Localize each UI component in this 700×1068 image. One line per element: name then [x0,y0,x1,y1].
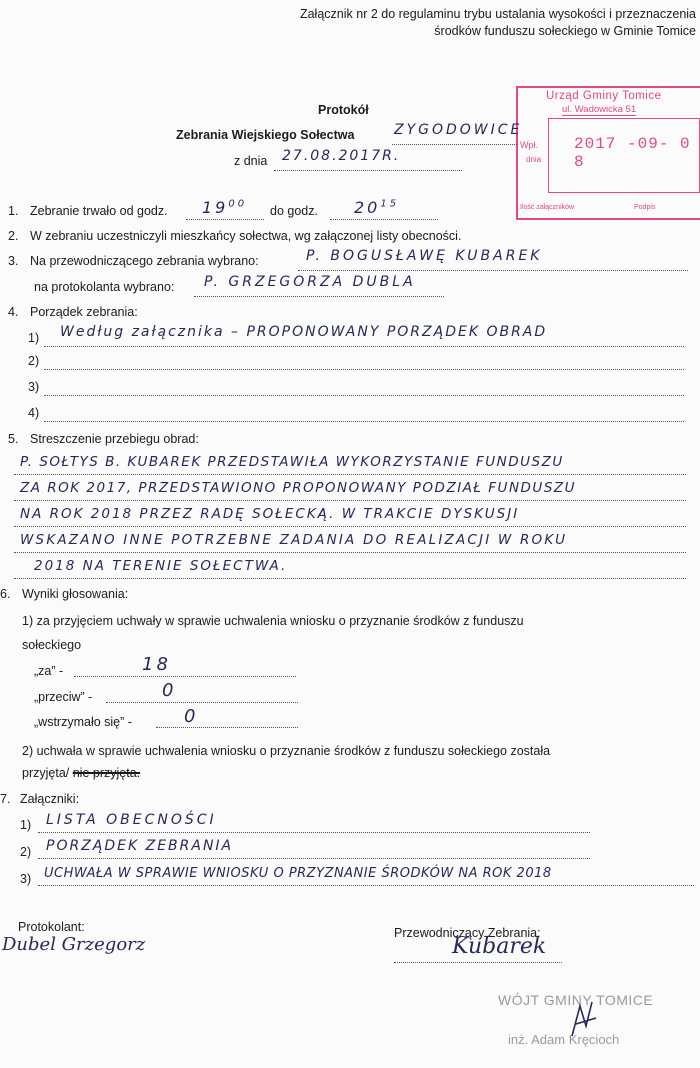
time-to-hour: 20 [354,198,381,217]
stamp-address: ul. Wadowicka 51 [562,104,637,115]
header-line-1: Załącznik nr 2 do regulaminu trybu ustalania wysokości i przeznaczenia [299,7,696,21]
item-7-number: 7. [0,792,11,806]
vote-abstain-value: 0 [184,706,199,727]
vote-result-accepted: przyjęta/ [22,766,70,780]
chair-signature-dots [394,962,562,963]
meeting-chair-signature: Kubarek [452,934,547,959]
header-line-2: środków funduszu sołeckiego w Gminie Tomice [434,24,696,38]
vote-for-label: „za” - [34,664,64,678]
attachment-2-text: PORZĄDEK ZEBRANIA [46,838,234,854]
secretary-dots [194,296,444,297]
chair-dots [298,270,688,271]
agenda-1-dots [44,346,684,347]
document-heading: Protokół [318,103,369,117]
item-2-text: W zebraniu uczestniczyli mieszkańcy sołectwa, wg załączonej listy obecności. [30,229,462,243]
summary-dots-3 [14,526,686,527]
agenda-1-text: Według załącznika – PROPONOWANY PORZĄDEK OBRAD [60,324,548,340]
village-name: ZYGODOWICE [394,122,523,138]
meeting-chair-label: Przewodniczący Zebrania: [394,926,541,940]
summary-line-1: P. SOŁTYS B. KUBAREK PRZEDSTAWIŁA WYKORZYSTANIE FUNDUSZU [20,454,564,470]
summary-line-2: ZA ROK 2017, PRZEDSTAWIONO PROPONOWANY PODZIAŁ FUNDUSZU [20,480,577,496]
agenda-4-dots [44,421,684,422]
stamp-signature: Podpis [634,204,656,211]
village-dots [392,144,517,145]
attachment-1-dots [38,832,590,833]
agenda-3-dots [44,395,684,396]
item-4-number: 4. [8,305,19,319]
vote-question-1-line2: sołeckiego [22,638,82,652]
secretary-name: P. GRZEGORZA DUBLA [204,274,416,290]
summary-line-3: NA ROK 2018 PRZEZ RADĘ SOŁECKĄ. W TRAKCIE DYSKUSJI [20,506,520,522]
protocol-secretary-label: Protokolant: [18,920,85,934]
stamp-date: 2017 -09- 0 8 [574,135,691,171]
summary-dots-1 [14,474,686,475]
stamp-wpl: Wpł. [520,140,538,150]
attachment-2-number: 2) [20,845,32,859]
item-3-number: 3. [8,254,19,268]
agenda-3-number: 3) [28,380,40,394]
stamp-org: Urząd Gminy Tomice [546,90,662,102]
vote-question-2-line1: 2) uchwała w sprawie uchwalenia wniosku o przyznanie środków z funduszu sołeckiego została [22,744,551,758]
attachment-2-dots [38,858,590,859]
summary-dots-2 [14,500,686,501]
attachment-header [300,6,696,40]
vote-against-label: „przeciw” - [34,690,93,704]
time-to-minutes: 15 [380,198,400,210]
votes-label: Wyniki głosowania: [22,587,129,601]
agenda-2-number: 2) [28,354,40,368]
stamp-attachments: Ilość załączników [520,204,575,211]
summary-line-5: 2018 NA TERENIE SOŁECTWA. [34,558,288,574]
chair-label: Na przewodniczącego zebrania wybrano: [30,254,259,268]
summary-dots-4 [14,552,686,553]
attachment-1-number: 1) [20,818,32,832]
item-1-text: Zebranie trwało od godz. [30,204,168,218]
vote-against-dots [106,702,298,703]
time-to-dots [330,219,438,220]
document-subtitle: Zebrania Wiejskiego Sołectwa [176,128,355,142]
summary-line-4: WSKAZANO INNE POTRZEBNE ZADANIA DO REALIZACJI W ROKU [20,532,568,548]
time-from-minutes: 00 [228,198,248,210]
item-5-number: 5. [8,432,19,446]
vote-for-value: 18 [142,654,171,675]
vote-abstain-dots [156,727,298,728]
agenda-label: Porządek zebrania: [30,305,138,319]
received-stamp [516,86,700,220]
time-to-label: do godz. [270,204,318,218]
summary-label: Streszczenie przebiegu obrad: [30,432,199,446]
vote-result-rejected: nie przyjęta. [72,766,141,780]
summary-dots-5 [14,578,686,579]
attachment-3-text: UCHWAŁA W SPRAWIE WNIOSKU O PRZYZNANIE ŚRODKÓW NA ROK 2018 [44,866,552,881]
vote-for-dots [74,676,296,677]
date-label: z dnia [234,154,268,168]
meeting-date: 27.08.2017R. [282,148,401,164]
date-dots [274,170,462,171]
wojt-stamp-name: inż. Adam Kręcioch [508,1032,620,1047]
secretary-label: na protokolanta wybrano: [34,280,175,294]
attachment-3-number: 3) [20,872,32,886]
agenda-4-number: 4) [28,406,40,420]
time-from-dots [186,219,264,220]
agenda-1-number: 1) [28,331,40,345]
item-2-number: 2. [8,229,19,243]
protocol-secretary-signature: Dubel Grzegorz [2,934,146,955]
wojt-stamp-title: WÓJT GMINY TOMICE [498,992,654,1008]
time-from [202,198,247,217]
attachment-1-text: LISTA OBECNOŚCI [46,812,217,828]
stamp-dnia: dnia [526,155,542,164]
time-from-hour: 19 [202,198,229,217]
chair-name: P. BOGUSŁAWĘ KUBAREK [306,248,543,264]
time-to [354,198,399,217]
item-1-number: 1. [8,204,19,218]
item-6-number: 6. [0,587,11,601]
vote-question-1-line1: 1) za przyjęciem uchwały w sprawie uchwalenia wniosku o przyznanie środków z funduszu [22,614,524,628]
vote-against-value: 0 [162,680,177,701]
agenda-2-dots [44,369,684,370]
vote-result [22,766,140,780]
vote-abstain-label: „wstrzymało się” - [34,715,132,729]
attachment-3-dots [38,885,694,886]
attachments-label: Załączniki: [20,792,80,806]
